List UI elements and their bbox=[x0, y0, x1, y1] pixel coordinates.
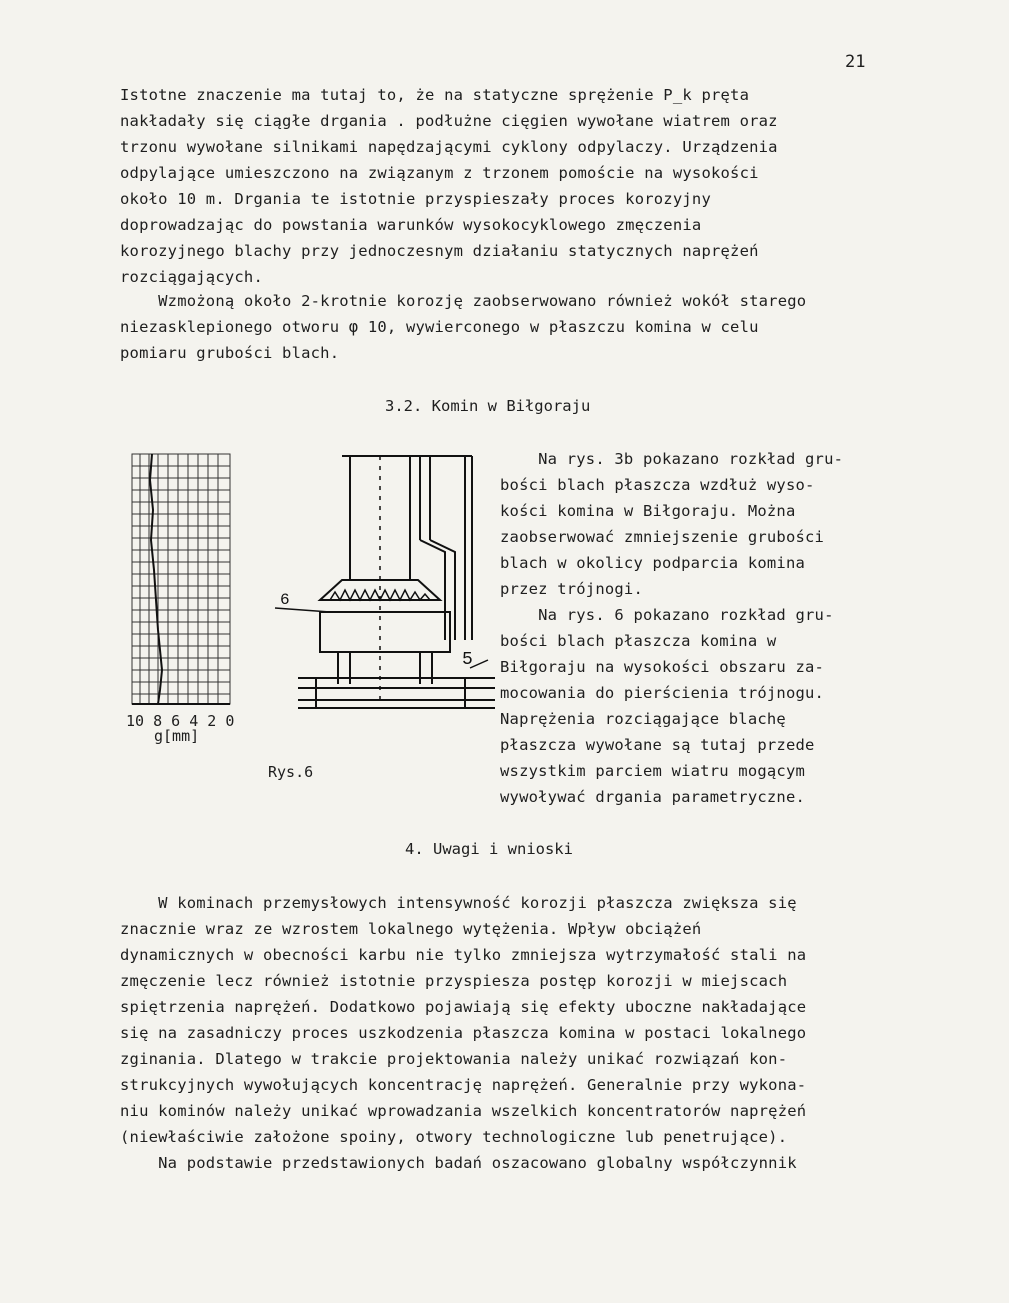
chimney-drawing bbox=[275, 456, 495, 708]
figure-axis-unit: g[mm] bbox=[154, 727, 200, 745]
section-4-heading: 4. Uwagi i wnioski bbox=[405, 840, 573, 858]
figure-caption: Rys.6 bbox=[268, 763, 314, 781]
thickness-profile-line bbox=[150, 454, 162, 704]
paragraph-corrosion-hole: Wzmożoną około 2-krotnie korozję zaobserwowano również wokół starego niezasklepionego otworu φ 10, wywierconego w płaszczu komina w celu pomiaru grubości blach. bbox=[120, 292, 807, 362]
figure-label-6: 6 bbox=[280, 591, 290, 609]
page-number: 21 bbox=[845, 52, 866, 72]
figure-label-5: 5 bbox=[462, 650, 473, 670]
section-3-2-text: Na rys. 3b pokazano rozkład gru- bości blach płaszcza wzdłuż wyso- kości komina w Biłgoraju. Można zaobserwować zmniejszenie grubości blach w okolicy podparcia komina przez trójnogi. Na rys. 6 pokazano rozkład gru- bości blach płaszcza komina w Biłgoraju na wysokości obszaru za- mocowania do pierścienia trójnogu. Naprężenia rozciągające blachę płaszcza wywołane są tutaj przede wszystkim parciem wiatru mogącym wywoływać drgania parametryczne. bbox=[500, 450, 844, 806]
figure-rys6 bbox=[120, 440, 500, 730]
section-4-text: W kominach przemysłowych intensywność korozji płaszcza zwiększa się znacznie wraz ze wzrostem lokalnego wytężenia. Wpływ obciążeń dynamicznych w obecności karbu nie tylko zmniejsza wytrzymałość stali na zmęczenie lecz również istotnie przyspiesza postęp korozji w miejscach spiętrzenia naprężeń. Dodatkowo pojawiają się efekty uboczne nakładające się na zasadniczy proces uszkodzenia płaszcza komina w postaci lokalnego zginania. Dlatego w trakcie projektowania należy unikać rozwiązań kon- strukcyjnych wywołujących koncentrację naprężeń. Generalnie przy wykona- niu kominów należy unikać wprowadzania wszelkich koncentratorów naprężeń (niewłaściwie założone spoiny, otwory technologiczne lub penetrujące). Na podstawie przedstawionych badań oszacowano globalny współczynnik bbox=[120, 894, 807, 1172]
section-3-2-heading: 3.2. Komin w Biłgoraju bbox=[385, 397, 591, 415]
figure-axis-ticks: 10 8 6 4 2 0 bbox=[126, 712, 235, 730]
intro-paragraph: Istotne znaczenie ma tutaj to, że na statyczne sprężenie P_k pręta nakładały się ciągłe drgania . podłużne cięgien wywołane wiatrem oraz trzonu wywołane silnikami napędzającymi cyklony odpylaczy. Urządzenia odpylające umieszczono na związanym z trzonem pomoście na wysokości około 10 m. Drgania te istotnie przyspieszały proces korozyjny doprowadzając do powstania warunków wysokocyklowego zmęczenia korozyjnego blachy przy jednoczesnym działaniu statycznych naprężeń rozciągających. bbox=[120, 86, 778, 286]
thickness-grid bbox=[132, 454, 230, 704]
